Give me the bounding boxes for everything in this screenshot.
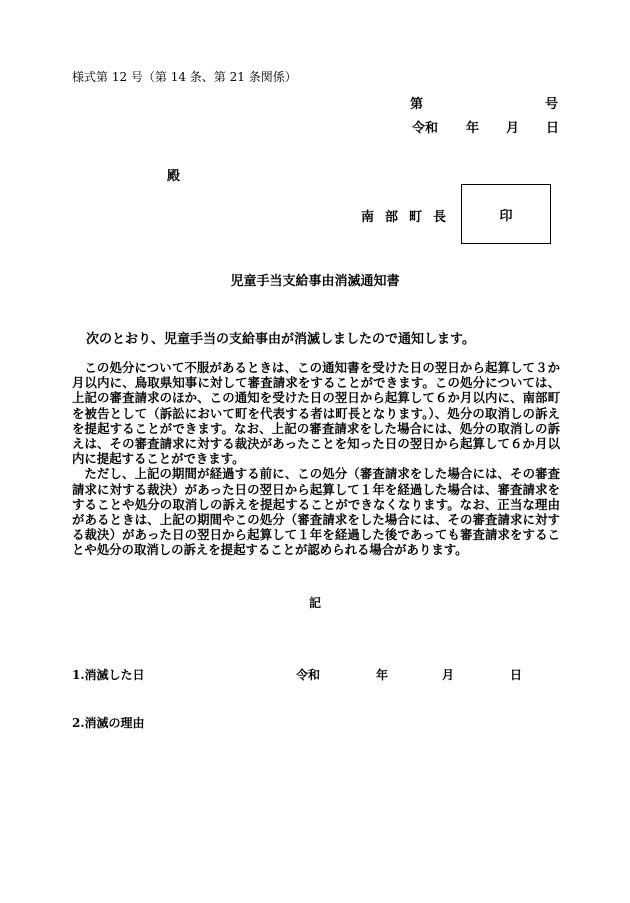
- item-extinction-date-era: 令和: [296, 668, 321, 682]
- item-extinction-date-year: 年: [376, 668, 389, 682]
- intro-text: 次のとおり、児童手当の支給事由が消滅しましたので通知します。: [86, 332, 475, 347]
- date-month-label: 月: [506, 121, 520, 136]
- seal-box: [461, 184, 551, 244]
- document-number-suffix: 号: [545, 97, 559, 112]
- seal-label: 印: [499, 208, 513, 224]
- paragraph-appeal: この処分について不服があるときは、この通知書を受けた日の翌日から起算して３か月以内に、鳥取県知事に対して審査請求をすることができます。この処分については、上記の審査請求のほか、この通知を受けた日の翌日から起算して６か月以内に、南部町を被告として（訴訟において町を代表する者は町長となります。）、処分の取消しの訴えを提起することができます。なお、上記の審査請求をした場合には、処分の取消しの訴えは、その審査請求に対する裁決があったことを知った日の翌日から起算して６か月以内に提起することができます。: [72, 360, 560, 467]
- body-text: [72, 360, 560, 558]
- document-number-label: 第: [410, 97, 424, 112]
- paragraph-exception: ただし、上記の期間が経過する前に、この処分（審査請求をした場合には、その審査請求に対する裁決）があった日の翌日から起算して１年を経過した場合は、審査請求をすることや処分の取消しの訴えを提起することができなくなります。なお、正当な理由があるときは、上記の期間やこの処分（審査請求をした場合には、その審査請求に対する裁決）があった日の翌日から起算して１年を経過した後であっても審査請求をすることや処分の取消しの訴えを提起することが認められる場合があります。: [72, 466, 560, 558]
- item-extinction-date-day: 日: [510, 668, 523, 682]
- item-extinction-date-month: 月: [442, 668, 455, 682]
- date-day-label: 日: [546, 121, 560, 136]
- addressee-honorific: 殿: [167, 169, 181, 184]
- form-number: 様式第 12 号（第 14 条、第 21 条関係）: [72, 70, 297, 84]
- item-extinction-reason-label: 2.消滅の理由: [72, 716, 145, 730]
- date-era: 令和: [412, 121, 439, 136]
- item-extinction-date-label: 1.消滅した日: [72, 668, 145, 682]
- sender-name: 南部町長: [361, 210, 458, 225]
- ki-heading: 記: [308, 596, 321, 610]
- date-year-label: 年: [466, 121, 480, 136]
- document-title: 児童手当支給事由消滅通知書: [230, 274, 400, 289]
